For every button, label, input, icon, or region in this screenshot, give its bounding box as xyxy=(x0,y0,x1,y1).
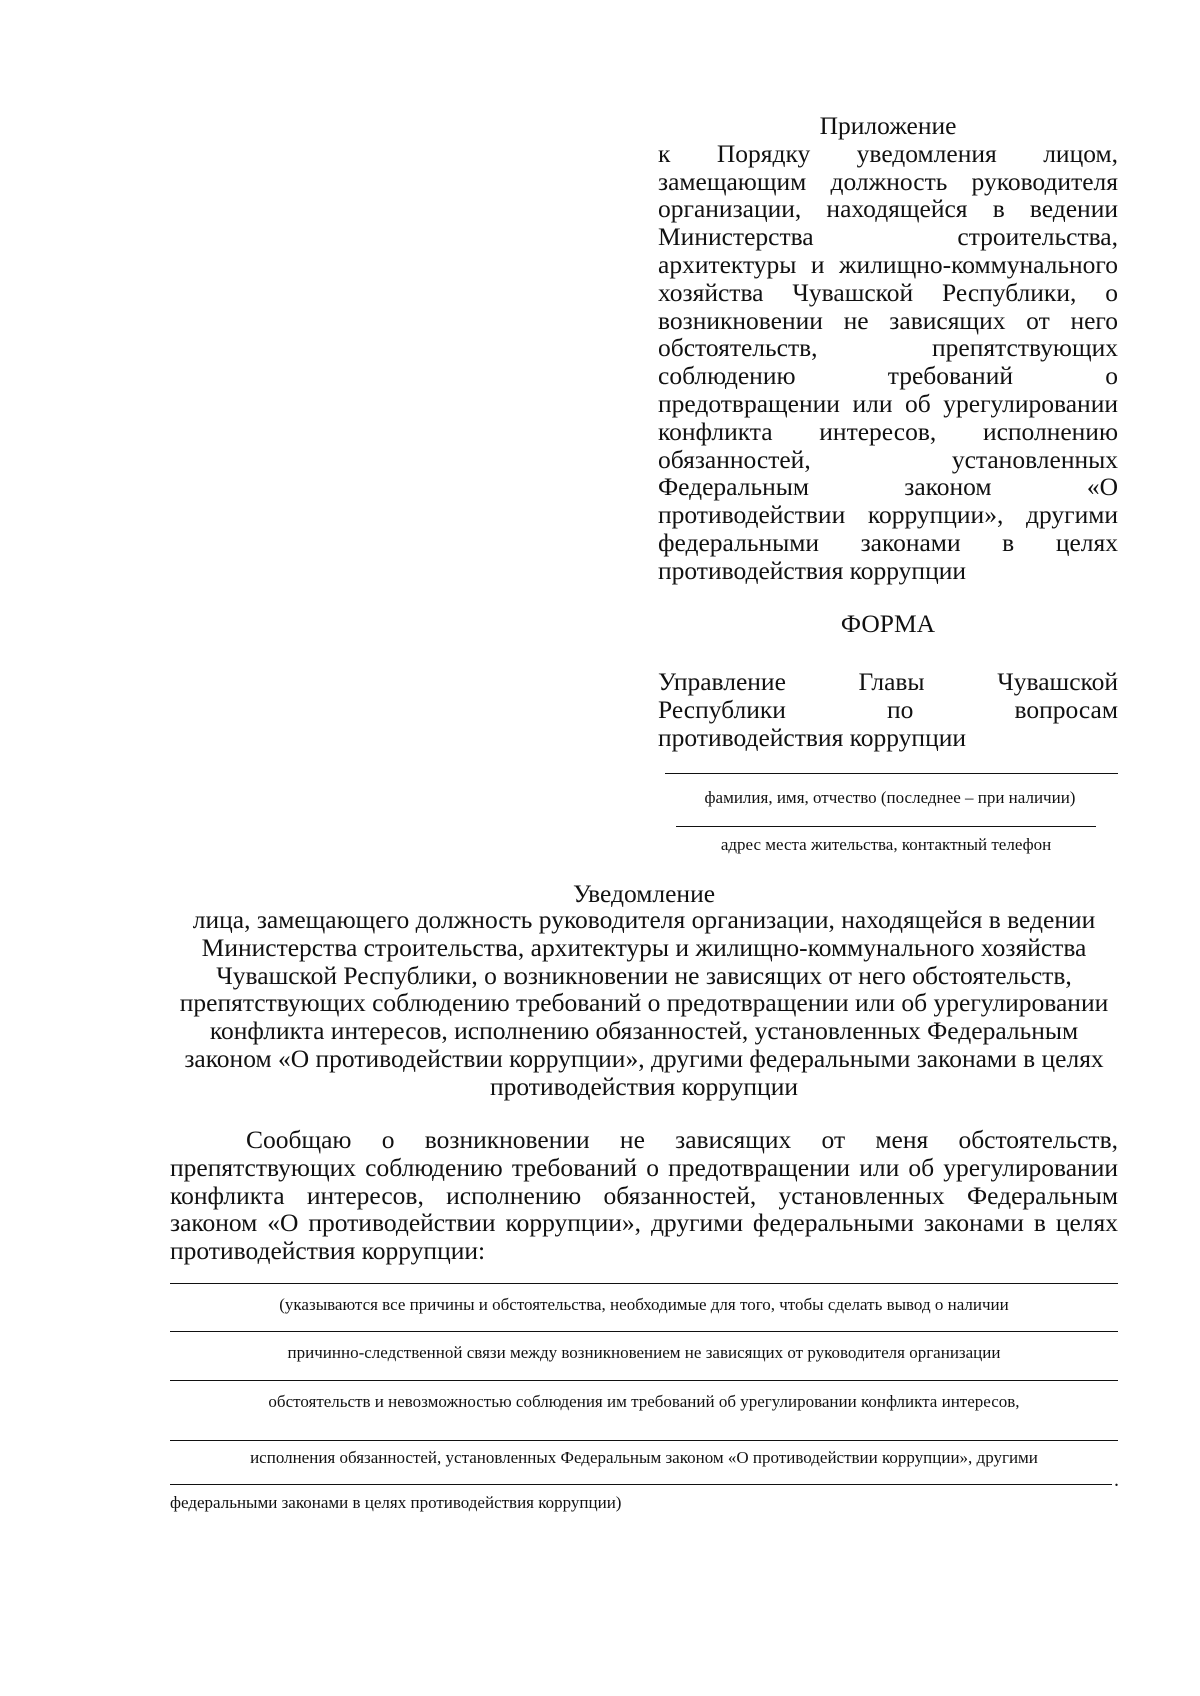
notice-body: Сообщаю о возникновении не зависящих от меня обстоятельств, препятствующих соблюдению требований о предотвращении или об урегулировании конфликта интересов, исполнению обязанностей, установленных Федеральным законом «О противодействии коррупции», другими федеральными законами в целях противодействия коррупции: xyxy=(170,1125,1118,1266)
fill-caption-5: федеральными законами в целях противодействия коррупции) xyxy=(170,1493,622,1512)
fill-caption-2: причинно-следственной связи между возникновением не зависящих от руководителя организации xyxy=(287,1343,1001,1362)
form-label: ФОРМА xyxy=(840,609,936,638)
fill-line-3[interactable] xyxy=(170,1380,1118,1381)
fill-line-5[interactable] xyxy=(170,1484,1112,1485)
addressee: Управление Главы Чувашской Республики по вопросам противодействия коррупции xyxy=(658,667,1118,752)
fill-caption-1: (указываются все причины и обстоятельства, необходимые для того, чтобы сделать вывод о наличии xyxy=(279,1295,1009,1314)
end-mark: . xyxy=(1114,1469,1119,1491)
fill-line-1[interactable] xyxy=(170,1283,1118,1284)
sender-name-caption: фамилия, имя, отчество (последнее – при наличии) xyxy=(704,788,1076,807)
sender-name-line[interactable] xyxy=(665,773,1118,774)
appendix-title: Приложение xyxy=(819,111,957,140)
notice-subtitle: лица, замещающего должность руководителя организации, находящейся в ведении Министерства строительства, архитектуры и жилищно-коммунального хозяйства Чувашской Республики, о возникновении не зависящих от него обстоятельств, препятствующих соблюдению требований о предотвращении или об урегулировании конфликта интересов, исполнению обязанностей, установленных Федеральным законом «О противодействии коррупции», другими федеральными законами в целях противодействия коррупции xyxy=(179,905,1109,1101)
fill-caption-3: обстоятельств и невозможностью соблюдения им требований об урегулировании конфликта интересов, xyxy=(268,1392,1020,1411)
fill-caption-4: исполнения обязанностей, установленных Федеральным законом «О противодействии коррупции», другими xyxy=(250,1448,1038,1467)
appendix-text: к Порядку уведомления лицом, замещающим должность руководителя организации, находящейся в ведении Министерства строительства, архитектуры и жилищно-коммунального хозяйства Чувашской Республики, о возникновении не зависящих от него обстоятельств, препятствующих соблюдению требований о предотвращении или об урегулировании конфликта интересов, исполнению обязанностей, установленных Федеральным законом «О противодействии коррупции», другими федеральными законами в целях противодействия коррупции xyxy=(658,138,1118,585)
fill-line-4[interactable] xyxy=(170,1440,1118,1441)
sender-address-caption: адрес места жительства, контактный телефон xyxy=(720,835,1052,854)
sender-address-line[interactable] xyxy=(676,826,1096,827)
appendix-block xyxy=(658,112,1118,585)
fill-line-2[interactable] xyxy=(170,1331,1118,1332)
notice-title: Уведомление xyxy=(572,879,716,908)
